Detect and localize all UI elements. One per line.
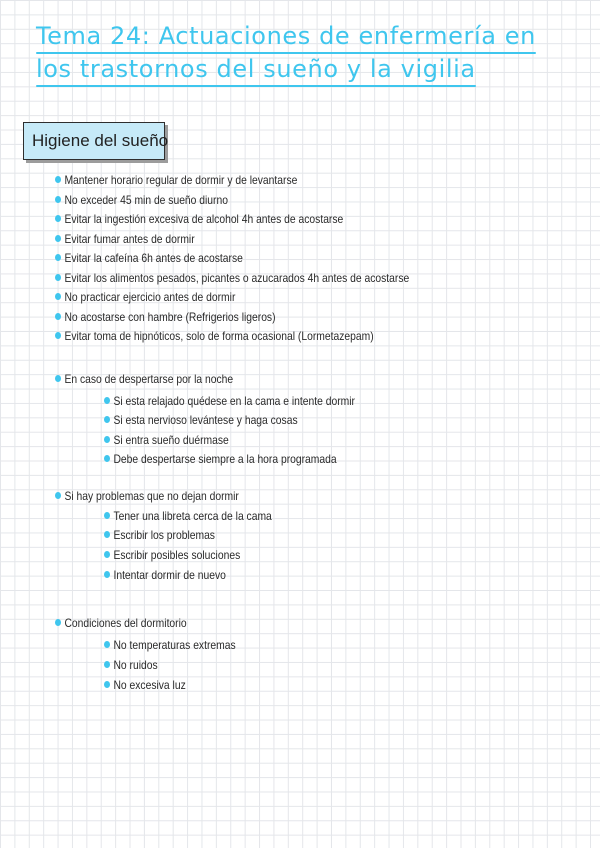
section-heading-higiene: Higiene del sueño	[23, 122, 165, 160]
bullet-icon	[55, 619, 61, 626]
list-item: Mantener horario regular de dormir y de levantarse	[55, 172, 297, 188]
list-item: Intentar dormir de nuevo	[104, 567, 226, 583]
bullet-icon	[55, 176, 61, 183]
list-item: No acostarse con hambre (Refrigerios ligeros)	[55, 309, 276, 325]
list-item: Debe despertarse siempre a la hora programada	[104, 451, 337, 467]
group-label-problems: Si hay problemas que no dejan dormir	[55, 488, 239, 504]
list-item: No excesiva luz	[104, 677, 186, 693]
page-title-line-1: Tema 24: Actuaciones de enfermería en	[36, 22, 536, 50]
list-item: Si esta relajado quédese en la cama e intente dormir	[104, 393, 355, 409]
bullet-icon	[55, 254, 61, 261]
bullet-icon	[55, 492, 61, 499]
list-item: Evitar los alimentos pesados, picantes o azucarados 4h antes de acostarse	[55, 270, 409, 286]
bullet-icon	[104, 397, 110, 404]
title-underline	[36, 85, 476, 87]
list-item: Evitar fumar antes de dormir	[55, 231, 195, 247]
list-item: No exceder 45 min de sueño diurno	[55, 192, 228, 208]
bullet-icon	[55, 332, 61, 339]
list-item: No temperaturas extremas	[104, 637, 236, 653]
list-item: No practicar ejercicio antes de dormir	[55, 289, 235, 305]
bullet-icon	[55, 375, 61, 382]
bullet-icon	[55, 293, 61, 300]
bullet-icon	[104, 551, 110, 558]
list-item: Si entra sueño duérmase	[104, 432, 229, 448]
bullet-icon	[104, 455, 110, 462]
bullet-icon	[55, 313, 61, 320]
bullet-icon	[104, 416, 110, 423]
bullet-icon	[104, 531, 110, 538]
title-underline	[36, 52, 536, 54]
bullet-icon	[55, 215, 61, 222]
list-item: No ruidos	[104, 657, 158, 673]
list-item: Si esta nervioso levántese y haga cosas	[104, 412, 298, 428]
bullet-icon	[55, 274, 61, 281]
list-item: Evitar toma de hipnóticos, solo de forma ocasional (Lormetazepam)	[55, 328, 374, 344]
bullet-icon	[104, 681, 110, 688]
list-item: Evitar la ingestión excesiva de alcohol 4h antes de acostarse	[55, 211, 343, 227]
list-item: Escribir posibles soluciones	[104, 547, 240, 563]
bullet-icon	[104, 571, 110, 578]
bullet-icon	[55, 235, 61, 242]
group-label-bedroom: Condiciones del dormitorio	[55, 615, 187, 631]
bullet-icon	[104, 436, 110, 443]
bullet-icon	[55, 196, 61, 203]
list-item: Tener una libreta cerca de la cama	[104, 508, 272, 524]
list-item: Evitar la cafeína 6h antes de acostarse	[55, 250, 243, 266]
bullet-icon	[104, 641, 110, 648]
bullet-icon	[104, 661, 110, 668]
bullet-icon	[104, 512, 110, 519]
page-title-line-2: los trastornos del sueño y la vigilia	[36, 55, 476, 83]
list-item: Escribir los problemas	[104, 527, 215, 543]
group-label-night-waking: En caso de despertarse por la noche	[55, 371, 233, 387]
